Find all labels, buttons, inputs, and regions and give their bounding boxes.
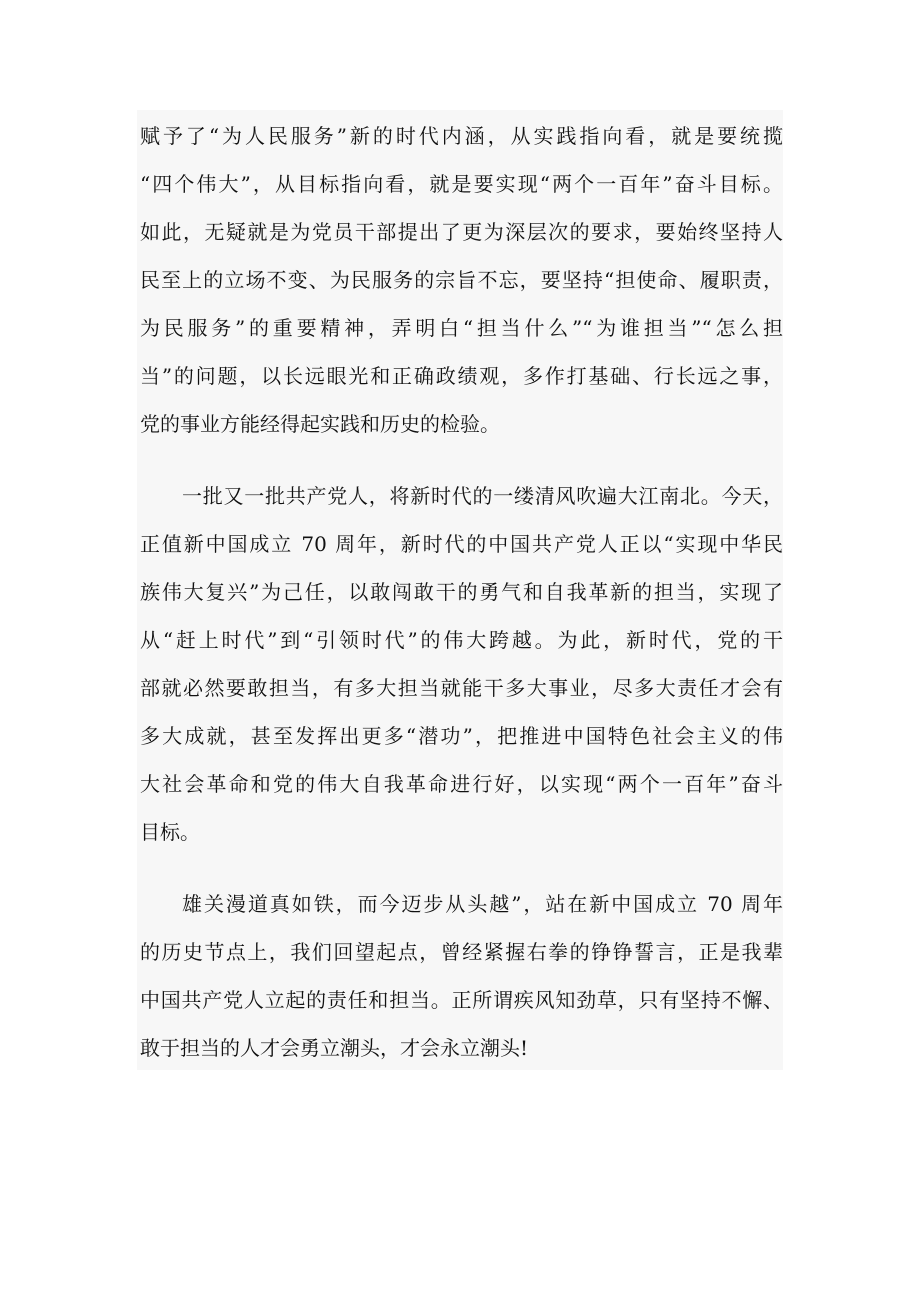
- text-block: [137, 110, 783, 1070]
- text-line: 多大成就，甚至发挥出更多“潜功”，把推进中国特色社会主义的伟: [140, 724, 783, 748]
- text-line: 党的事业方能经得起实践和历史的检验。: [140, 412, 500, 436]
- text-line: 雄关漫道真如铁，而今迈步从头越”，站在新中国成立 70 周年: [182, 892, 783, 916]
- text-line: 从“赶上时代”到“引领时代”的伟大跨越。为此，新时代，党的干: [140, 628, 783, 652]
- text-line: 为民服务”的重要精神，弄明白“担当什么”“为谁担当”“怎么担: [140, 316, 783, 340]
- text-line: 族伟大复兴”为己任，以敢闯敢干的勇气和自我革新的担当，实现了: [140, 580, 783, 604]
- text-line: 的历史节点上，我们回望起点，曾经紧握右拳的铮铮誓言，正是我辈: [140, 940, 783, 964]
- paragraph-2: [140, 472, 783, 856]
- text-line: 正值新中国成立 70 周年，新时代的中国共产党人正以“实现中华民: [140, 532, 783, 556]
- text-line: 当”的问题，以长远眼光和正确政绩观，多作打基础、行长远之事，: [140, 364, 783, 388]
- text-line: 敢于担当的人才会勇立潮头，才会永立潮头!: [140, 1036, 529, 1060]
- text-line: 大社会革命和党的伟大自我革命进行好，以实现“两个一百年”奋斗: [140, 772, 783, 796]
- text-line: 赋予了“为人民服务”新的时代内涵，从实践指向看，就是要统揽: [140, 124, 783, 148]
- text-line: 一批又一批共产党人，将新时代的一缕清风吹遍大江南北。今天，: [182, 484, 783, 508]
- text-line: 中国共产党人立起的责任和担当。正所谓疾风知劲草，只有坚持不懈、: [140, 988, 783, 1012]
- text-line: 目标。: [140, 820, 200, 844]
- text-line: “四个伟大”，从目标指向看，就是要实现“两个一百年”奋斗目标。: [140, 172, 783, 196]
- text-line: 民至上的立场不变、为民服务的宗旨不忘，要坚持“担使命、履职责，: [140, 268, 783, 292]
- text-line: 如此，无疑就是为党员干部提出了更为深层次的要求，要始终坚持人: [140, 220, 783, 244]
- paragraph-3: [140, 880, 783, 1072]
- paragraph-1: [140, 112, 783, 448]
- text-line: 部就必然要敢担当，有多大担当就能干多大事业，尽多大责任才会有: [140, 676, 783, 700]
